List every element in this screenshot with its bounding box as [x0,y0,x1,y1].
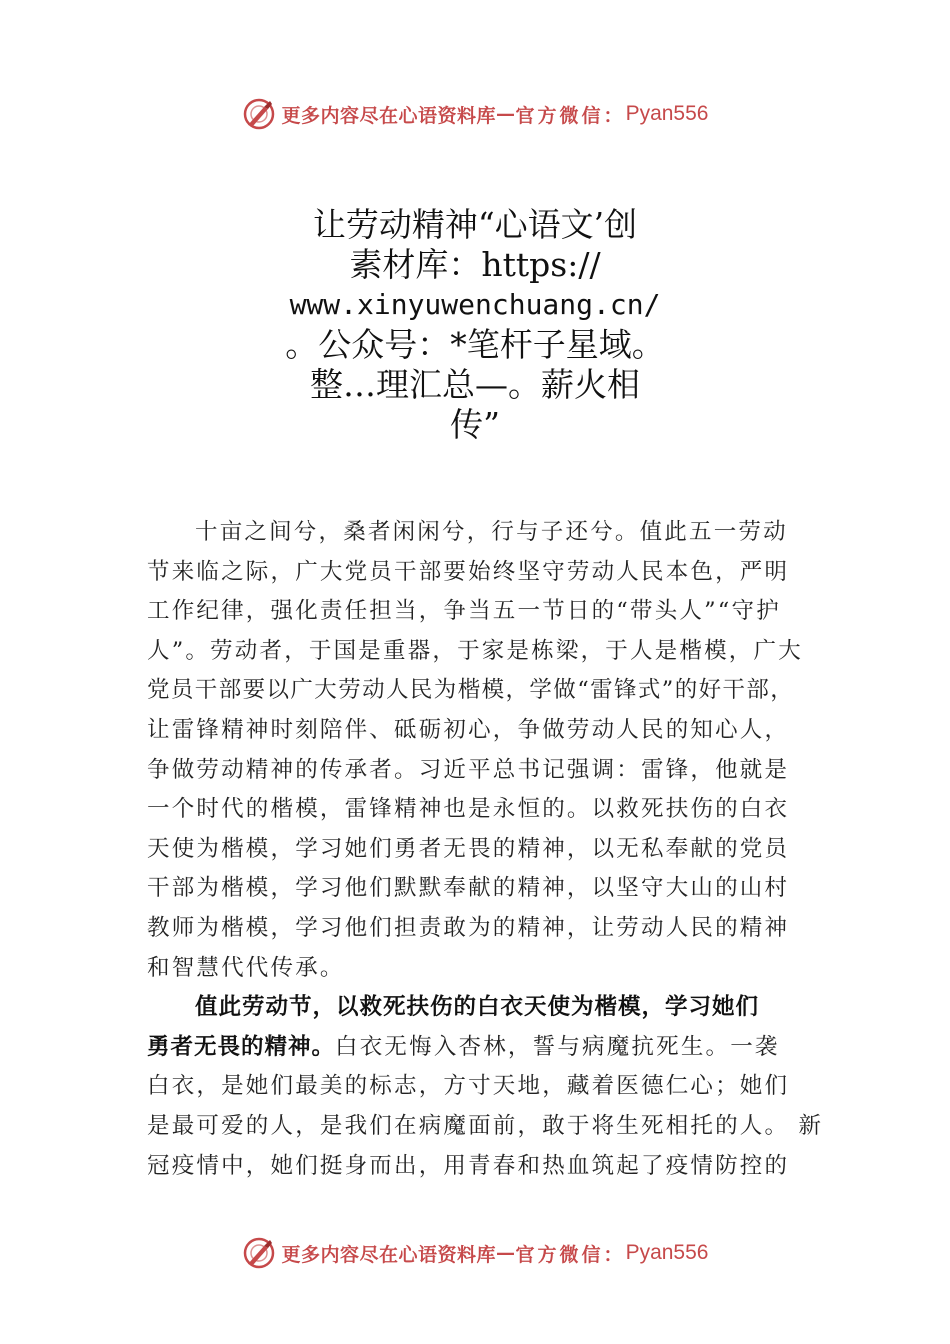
watermark-site-text: 更多内容尽在心语资料库 [281,1243,497,1266]
title-line-4: 。公众号：*笔杆子星域。 [285,325,665,364]
title-line-2: 素材库：https:// [349,245,601,284]
watermark-dash: — [496,103,516,125]
title-line-3: www.xinyuwenchuang.cn/ [289,288,661,321]
header-watermark [0,94,950,134]
watermark-wechat-id: Pyan556 [625,102,709,125]
text-line: 让雷锋精神时刻陪伴、砥砺初心，争做劳动人民的知心人， [147,716,790,743]
text-line: 人”。劳动者，于国是重器，于家是栋梁，于人是楷模，广大 [147,637,803,664]
pen-seal-logo-icon [242,1236,276,1270]
watermark-dash: — [496,1242,516,1264]
watermark-wechat-id: Pyan556 [625,1241,709,1264]
paragraph-2-heading-line-2: 勇者无畏的精神。 [147,1033,336,1060]
text-line: 天使为楷模，学习她们勇者无畏的精神，以无私奉献的党员 [147,835,790,862]
title-line-5: 整…理汇总—。薪火相 [310,365,640,404]
watermark-site-text: 更多内容尽在心语资料库 [281,104,497,127]
text-line: 一个时代的楷模，雷锋精神也是永恒的。以救死扶伤的白衣 [147,796,790,823]
title-line-6: 传” [450,405,500,444]
title-line-1: 让劳动精神“心语文’创 [312,205,638,244]
text-line: 和智慧代代传承。 [147,954,345,981]
text-line: 是最可爱的人，是我们在病魔面前，敢于将生死相托的人。 新 [147,1112,824,1139]
text-line: 教师为楷模，学习他们担责敢为的精神，让劳动人民的精神 [147,914,790,941]
paragraph-2 [147,988,824,1186]
text-line [147,1028,815,1068]
paragraph-2-heading-line-1: 值此劳动节，以救死扶伤的白衣天使为楷模，学习她们 [195,994,760,1021]
watermark-wechat-label: 官方微信： [515,104,626,127]
paragraph-1 [147,513,815,988]
text-line: 工作纪律，强化责任担当，争当五一节日的“带头人”“守护 [147,598,781,625]
text-line: 冠疫情中，她们挺身而出，用青春和热血筑起了疫情防控的 [147,1152,790,1179]
pen-seal-logo-icon [242,97,276,131]
footer-watermark [0,1233,950,1273]
document-body [147,513,824,1186]
watermark-wechat-label: 官方微信： [515,1243,626,1266]
text-line: 节来临之际，广大党员干部要始终坚守劳动人民本色，严明 [147,558,790,585]
document-title [240,205,710,445]
text-line: 党员干部要以广大劳动人民为楷模，学做“雷锋式”的好干部， [147,677,795,704]
text-line: 十亩之间兮，桑者闲闲兮，行与子还兮。值此五一劳动 [195,519,788,545]
text-line: 白衣，是她们最美的标志，方寸天地，藏着医德仁心；她们 [147,1073,790,1100]
text-line: 干部为楷模，学习他们默默奉献的精神，以坚守大山的山村 [147,875,790,902]
paragraph-2-line-rest: 白衣无悔入杏林，誓与病魔抗死生。一袭 [335,1033,780,1060]
text-line: 争做劳动精神的传承者。习近平总书记强调：雷锋，他就是 [147,756,790,783]
